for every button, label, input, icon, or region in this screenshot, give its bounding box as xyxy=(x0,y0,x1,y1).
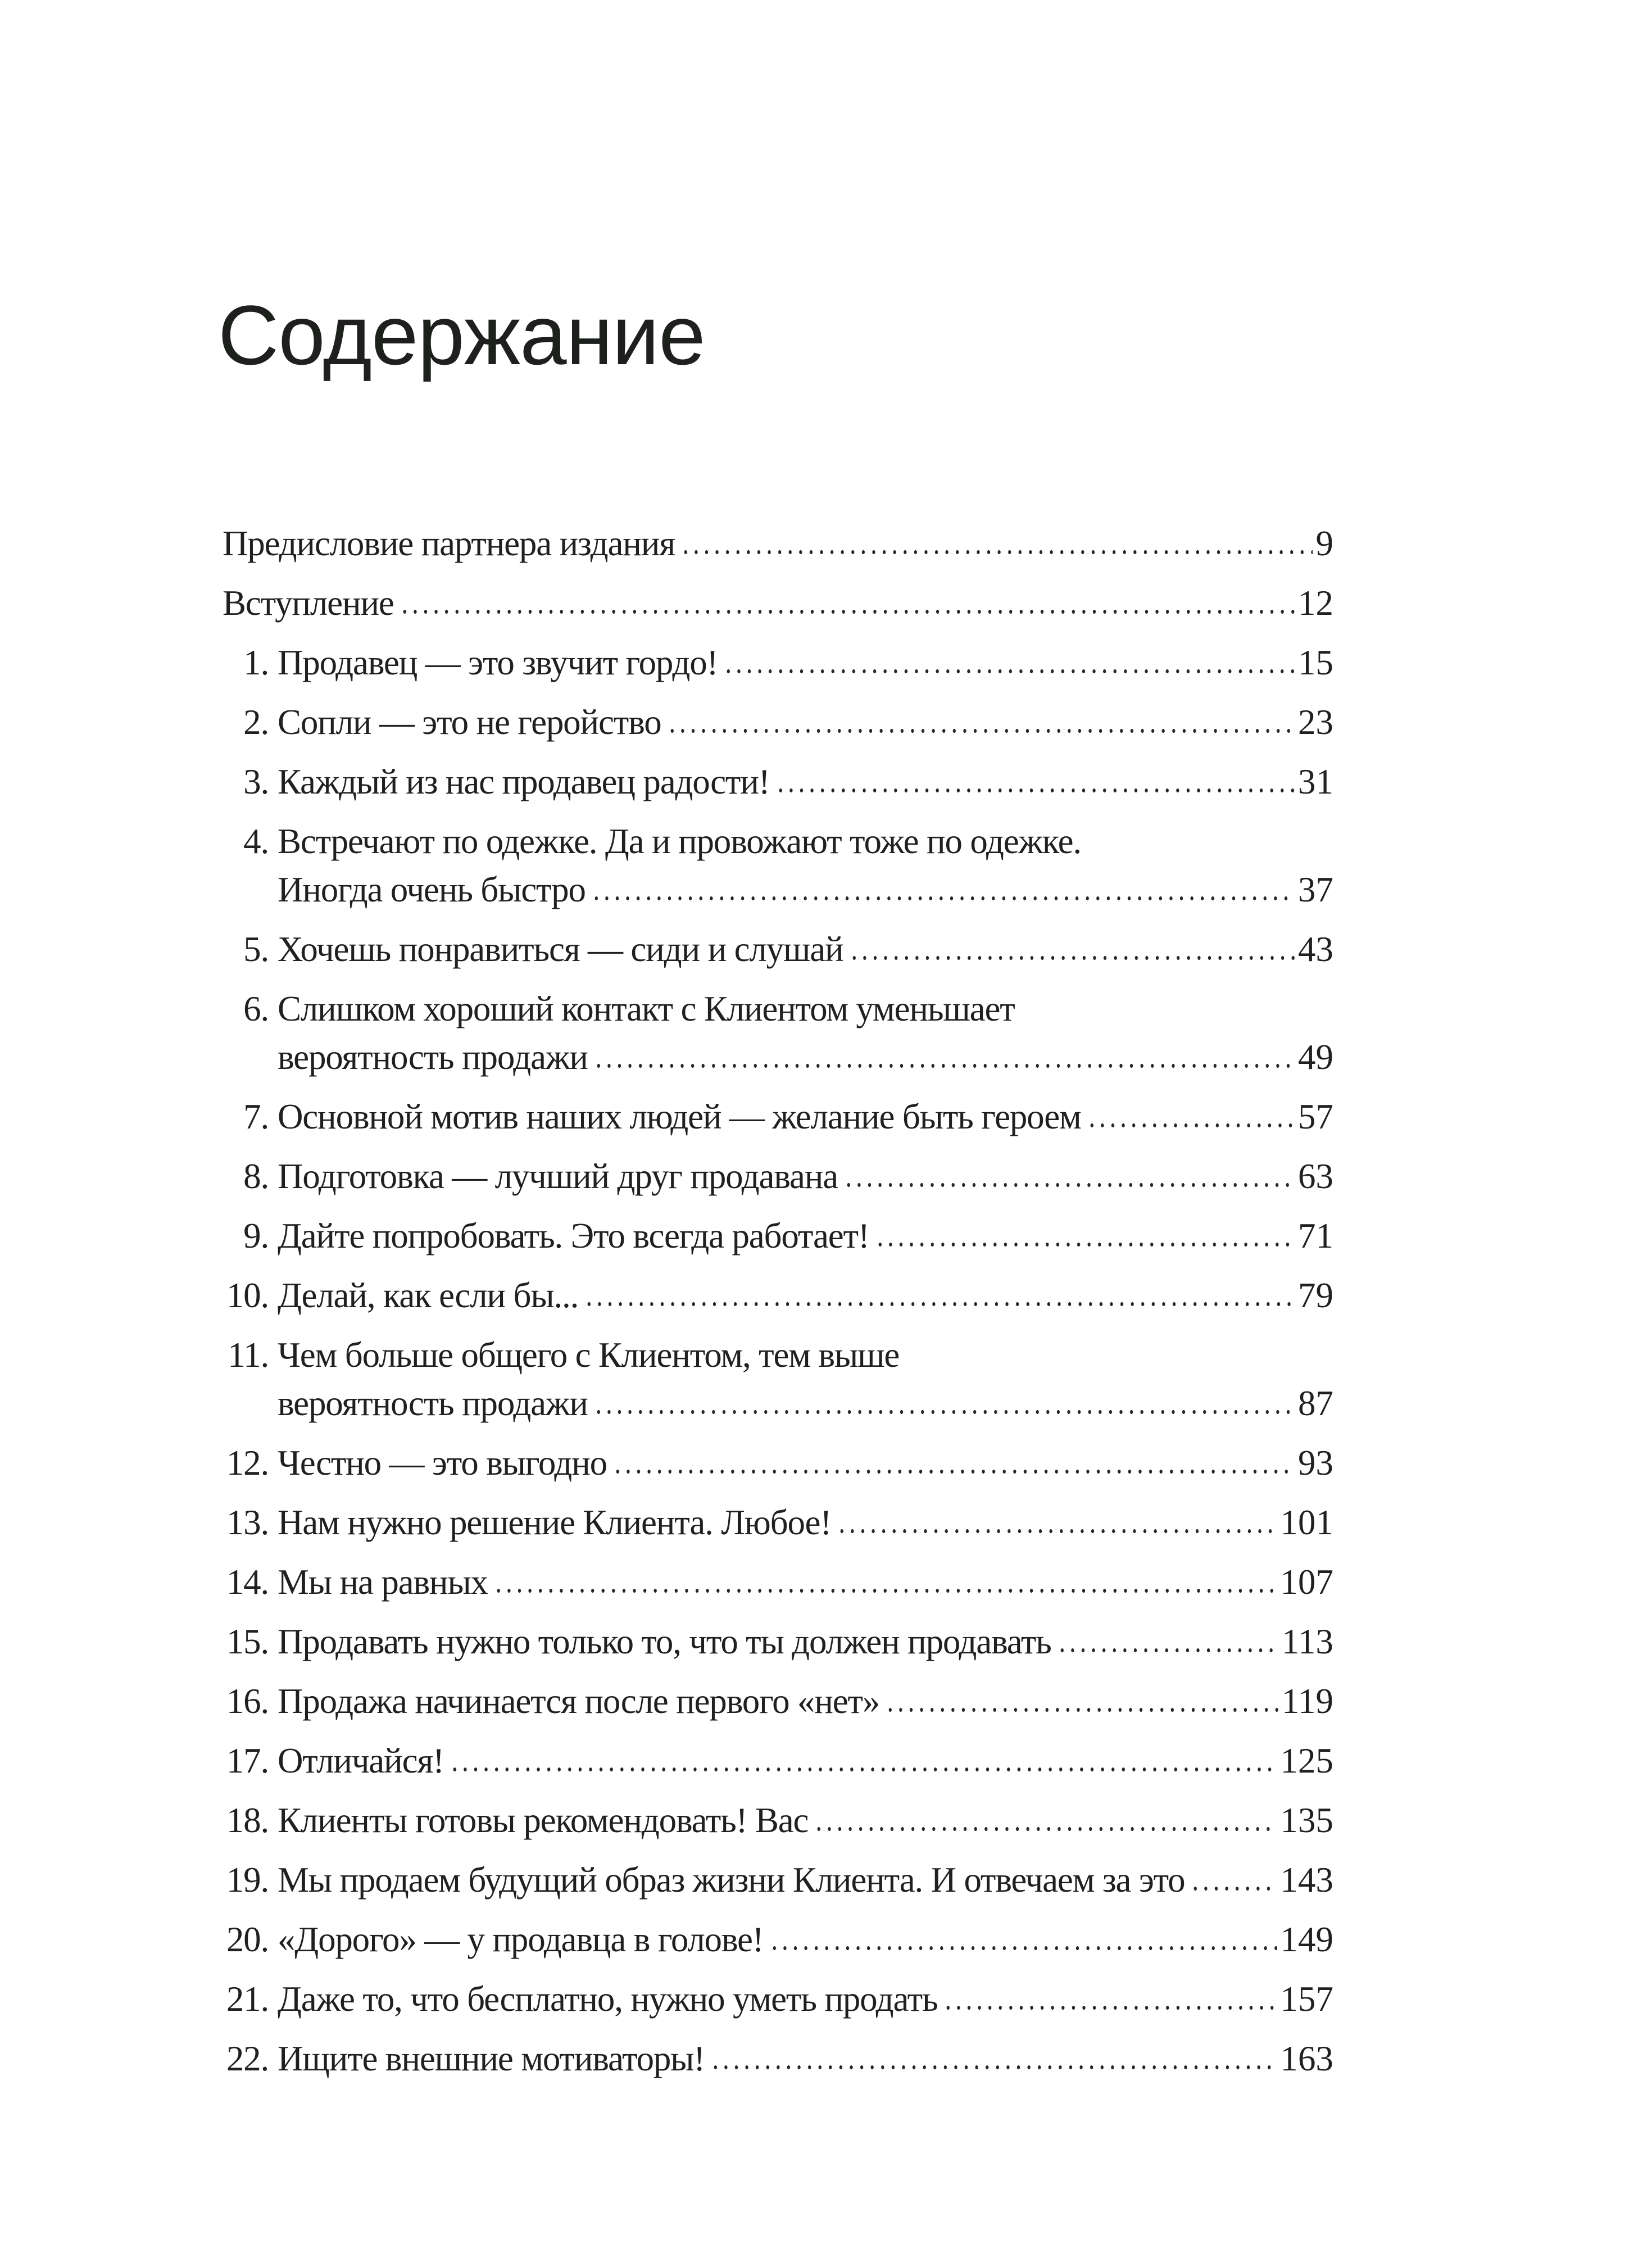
toc-entry-21 xyxy=(223,1975,1333,2023)
toc-entry-continuation xyxy=(223,865,1333,914)
entry-page-number: 143 xyxy=(1280,1860,1333,1900)
entry-page-number: 63 xyxy=(1298,1157,1333,1196)
entry-page-number: 71 xyxy=(1298,1216,1333,1256)
entry-title: Продажа начинается после первого «нет» xyxy=(278,1682,880,1721)
toc-entry-line xyxy=(223,1856,1333,1904)
toc-entry-front-1 xyxy=(223,579,1333,627)
entry-number: 17. xyxy=(226,1741,269,1780)
entry-title: Каждый из нас продавец радости! xyxy=(278,762,770,801)
entry-page-number: 93 xyxy=(1298,1443,1333,1483)
dot-leader xyxy=(400,609,1295,615)
toc-entry-13 xyxy=(223,1498,1333,1547)
dot-leader xyxy=(667,728,1295,734)
entry-page-number: 57 xyxy=(1298,1097,1333,1136)
toc-entry-line xyxy=(223,1975,1333,2023)
toc-entry-19 xyxy=(223,1856,1333,1904)
entry-title: Вступление xyxy=(223,583,394,623)
toc-entry-line xyxy=(223,579,1333,627)
entry-number: 7. xyxy=(243,1097,269,1136)
toc-entry-front-0 xyxy=(223,519,1333,568)
toc-entry-continuation xyxy=(223,1033,1333,1081)
entry-number: 8. xyxy=(243,1157,269,1196)
toc-entry-15 xyxy=(223,1617,1333,1666)
entry-title: Ищите внешние мотиваторы! xyxy=(278,2039,705,2078)
entry-title: Сопли — это не геройство xyxy=(278,703,661,742)
dot-leader xyxy=(769,1945,1277,1951)
dot-leader xyxy=(885,1707,1278,1713)
entry-number: 3. xyxy=(243,762,269,801)
toc-entry-line xyxy=(223,1212,1333,1260)
toc-entry-9 xyxy=(223,1212,1333,1260)
entry-number: 10. xyxy=(226,1276,269,1315)
entry-page-number: 113 xyxy=(1281,1622,1333,1661)
entry-number: 9. xyxy=(243,1216,269,1256)
dot-leader xyxy=(591,895,1295,901)
toc-entry-10 xyxy=(223,1271,1333,1320)
entry-page-number: 135 xyxy=(1280,1801,1333,1840)
entry-page-number: 9 xyxy=(1315,524,1333,563)
entry-title: Дайте попробовать. Это всегда работает! xyxy=(278,1216,869,1256)
entry-page-number: 37 xyxy=(1298,870,1333,909)
toc-entry-line xyxy=(223,2034,1333,2083)
dot-leader xyxy=(710,2064,1277,2070)
toc-entry-line xyxy=(223,1737,1333,1785)
toc-entry-line xyxy=(223,1677,1333,1725)
entry-page-number: 49 xyxy=(1298,1037,1333,1077)
toc-entry-8 xyxy=(223,1152,1333,1200)
toc-entry-line xyxy=(223,1439,1333,1487)
entry-title-continued: вероятность продажи xyxy=(278,1384,588,1423)
dot-leader xyxy=(843,1182,1295,1188)
entry-number: 1. xyxy=(243,643,269,682)
dot-leader xyxy=(943,2005,1277,2011)
toc-entry-line xyxy=(223,1796,1333,1844)
toc-entry-line xyxy=(223,1271,1333,1320)
toc-entry-line xyxy=(223,1915,1333,1964)
dot-leader xyxy=(1057,1647,1278,1653)
entry-title: Встречают по одежке. Да и провожают тоже по одежке. xyxy=(278,822,1081,861)
entry-title: Предисловие партнера издания xyxy=(223,524,675,563)
entry-page-number: 15 xyxy=(1298,643,1333,682)
toc-entry-line xyxy=(223,698,1333,746)
dot-leader xyxy=(1190,1886,1277,1892)
dot-leader xyxy=(593,1063,1295,1069)
entry-title: Клиенты готовы рекомендовать! Вас xyxy=(278,1801,809,1840)
dot-leader xyxy=(450,1766,1277,1773)
entry-title: Слишком хороший контакт с Клиентом уменьшает xyxy=(278,989,1015,1028)
entry-title: Основной мотив наших людей — желание быть героем xyxy=(278,1097,1081,1136)
entry-number: 5. xyxy=(243,930,269,969)
toc-entry-line xyxy=(223,638,1333,687)
entry-title: Мы продаем будущий образ жизни Клиента. И отвечаем за это xyxy=(278,1860,1185,1900)
entry-title: Отличайся! xyxy=(278,1741,444,1780)
toc-entry-20 xyxy=(223,1915,1333,1964)
entry-page-number: 149 xyxy=(1280,1920,1333,1959)
entry-number: 22. xyxy=(226,2039,269,2078)
dot-leader xyxy=(593,1409,1295,1415)
dot-leader xyxy=(814,1826,1277,1832)
toc-entry-line xyxy=(223,1617,1333,1666)
toc-entry-line xyxy=(223,1093,1333,1141)
entry-number: 4. xyxy=(243,822,269,861)
dot-leader xyxy=(875,1241,1295,1248)
toc-entry-12 xyxy=(223,1439,1333,1487)
toc-entry-22 xyxy=(223,2034,1333,2083)
toc-entry-17 xyxy=(223,1737,1333,1785)
toc-entry-line xyxy=(223,519,1333,568)
entry-title: Нам нужно решение Клиента. Любое! xyxy=(278,1503,832,1542)
entry-title: Продавать нужно только то, что ты должен продавать xyxy=(278,1622,1051,1661)
dot-leader xyxy=(612,1469,1295,1475)
entry-title: «Дорого» — у продавца в голове! xyxy=(278,1920,764,1959)
toc-entry-5 xyxy=(223,925,1333,973)
entry-page-number: 125 xyxy=(1280,1741,1333,1780)
entry-page-number: 79 xyxy=(1298,1276,1333,1315)
toc-entry-line xyxy=(223,817,1333,865)
toc-entry-line xyxy=(223,758,1333,806)
entry-page-number: 157 xyxy=(1280,1979,1333,2019)
toc-entry-16 xyxy=(223,1677,1333,1725)
dot-leader xyxy=(837,1528,1277,1534)
entry-title: Хочешь понравиться — сиди и слушай xyxy=(278,930,843,969)
dot-leader xyxy=(849,955,1295,961)
dot-leader xyxy=(775,787,1295,794)
entry-page-number: 87 xyxy=(1298,1384,1333,1423)
toc-entry-18 xyxy=(223,1796,1333,1844)
entry-page-number: 43 xyxy=(1298,930,1333,969)
entry-title-continued: Иногда очень быстро xyxy=(278,870,586,909)
entry-number: 12. xyxy=(226,1443,269,1483)
toc-entry-line xyxy=(223,1152,1333,1200)
toc-entry-14 xyxy=(223,1558,1333,1606)
entry-page-number: 107 xyxy=(1280,1562,1333,1602)
entry-number: 11. xyxy=(228,1335,269,1375)
entry-title: Делай, как если бы... xyxy=(278,1276,579,1315)
entry-number: 6. xyxy=(243,989,269,1028)
toc-entry-1 xyxy=(223,638,1333,687)
entry-title: Мы на равных xyxy=(278,1562,488,1602)
entry-title: Подготовка — лучший друг продавана xyxy=(278,1157,838,1196)
entry-number: 2. xyxy=(243,703,269,742)
toc-entry-line xyxy=(223,925,1333,973)
entry-number: 14. xyxy=(226,1562,269,1602)
toc-entry-continuation xyxy=(223,1379,1333,1427)
entry-title: Чем больше общего с Клиентом, тем выше xyxy=(278,1335,900,1375)
entry-number: 21. xyxy=(226,1979,269,2019)
dot-leader xyxy=(584,1301,1295,1307)
entry-number: 19. xyxy=(226,1860,269,1900)
toc-entry-7 xyxy=(223,1093,1333,1141)
toc-entry-6 xyxy=(223,985,1333,1081)
entry-number: 18. xyxy=(226,1801,269,1840)
page-title: Содержание xyxy=(218,288,705,382)
toc-entry-4 xyxy=(223,817,1333,914)
entry-title: Даже то, что бесплатно, нужно уметь продать xyxy=(278,1979,938,2019)
entry-page-number: 31 xyxy=(1298,762,1333,801)
entry-page-number: 23 xyxy=(1298,703,1333,742)
dot-leader xyxy=(1087,1122,1295,1128)
dot-leader xyxy=(723,668,1295,674)
entry-page-number: 101 xyxy=(1280,1503,1333,1542)
entry-number: 16. xyxy=(226,1682,269,1721)
toc-entry-line xyxy=(223,1331,1333,1379)
entry-page-number: 12 xyxy=(1298,583,1333,623)
toc-list xyxy=(223,519,1333,2083)
toc-entry-line xyxy=(223,1558,1333,1606)
toc-entry-11 xyxy=(223,1331,1333,1427)
entry-page-number: 119 xyxy=(1281,1682,1333,1721)
dot-leader xyxy=(493,1588,1277,1594)
toc-entry-line xyxy=(223,1498,1333,1547)
toc-entry-line xyxy=(223,985,1333,1033)
toc-entry-2 xyxy=(223,698,1333,746)
entry-number: 20. xyxy=(226,1920,269,1959)
toc-entry-3 xyxy=(223,758,1333,806)
entry-title: Честно — это выгодно xyxy=(278,1443,607,1483)
entry-number: 15. xyxy=(226,1622,269,1661)
entry-number: 13. xyxy=(226,1503,269,1542)
entry-title: Продавец — это звучит гордо! xyxy=(278,643,718,682)
dot-leader xyxy=(680,549,1312,555)
entry-page-number: 163 xyxy=(1280,2039,1333,2078)
entry-title-continued: вероятность продажи xyxy=(278,1037,588,1077)
